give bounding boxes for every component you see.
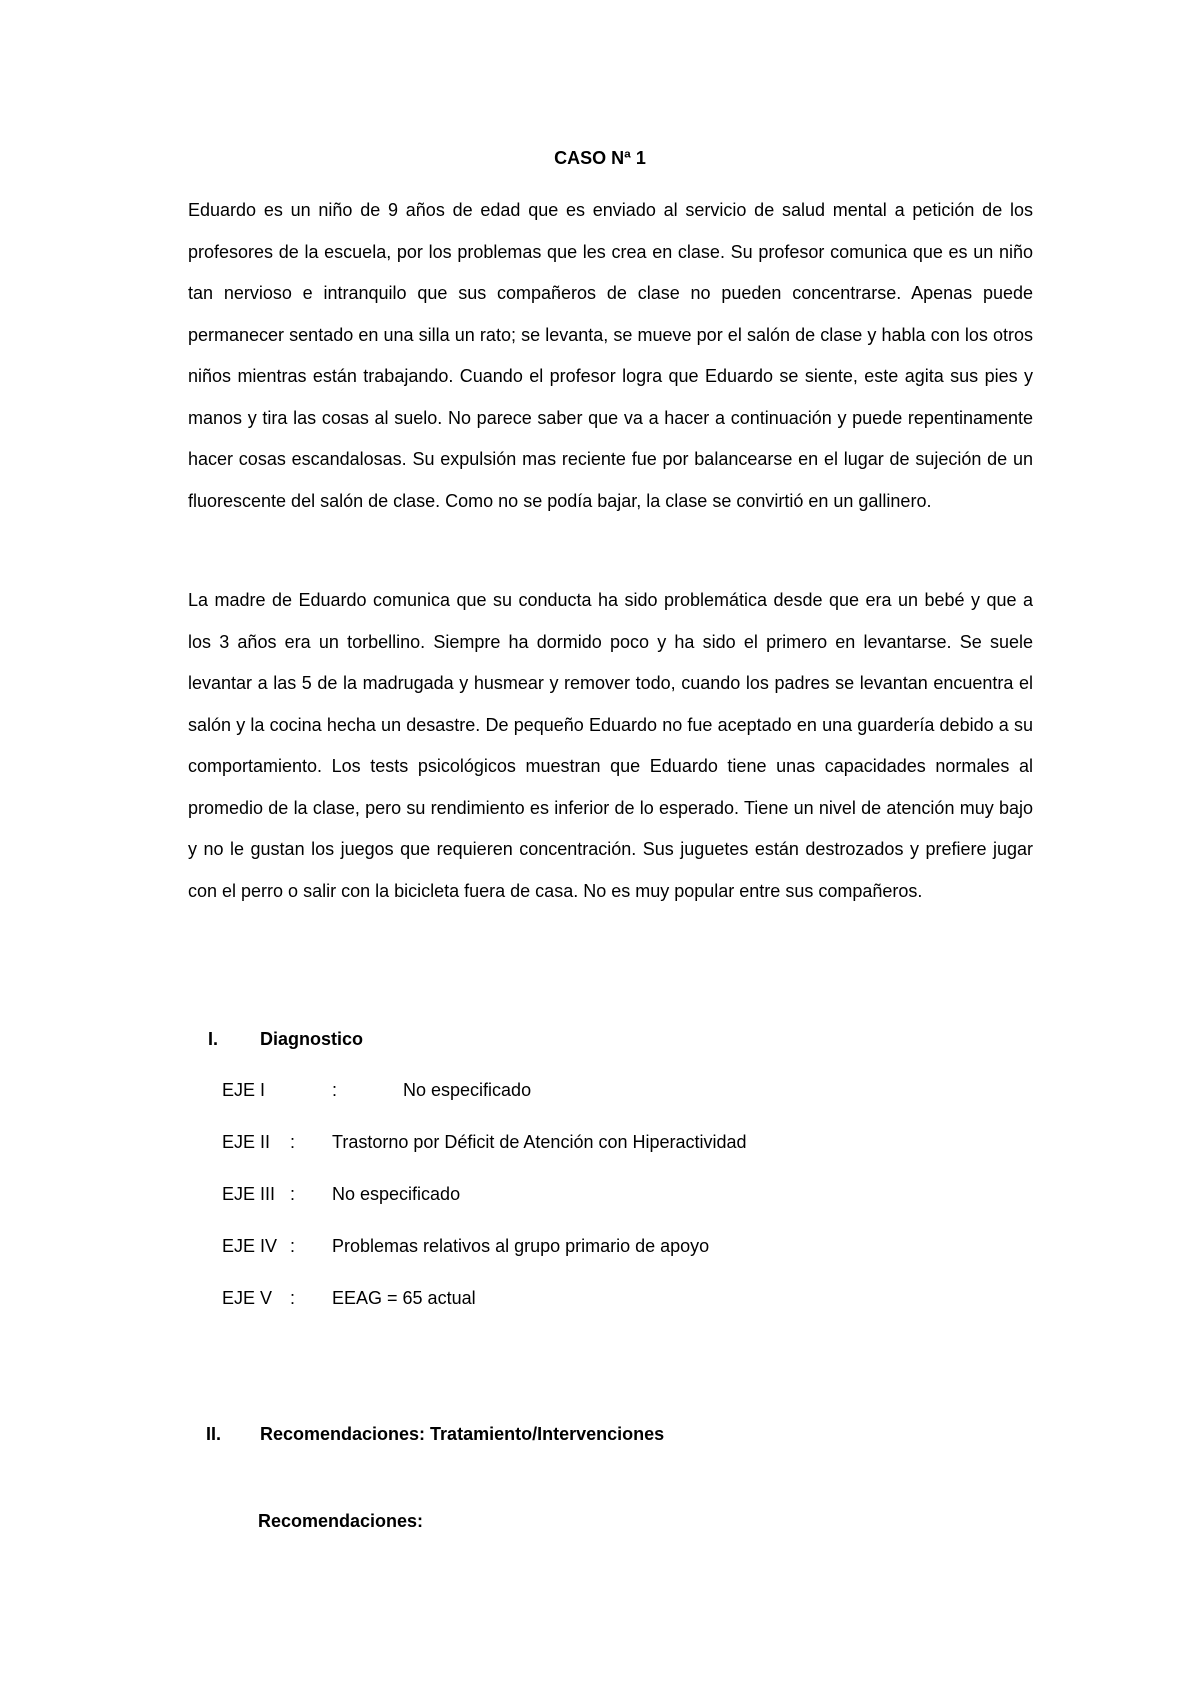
- section-2-number: II.: [206, 1424, 222, 1444]
- axis-row-2: [0, 1131, 1200, 1155]
- axis-row-1: [0, 1079, 1200, 1103]
- axis-colon: :: [290, 1288, 296, 1308]
- case-paragraph-2: La madre de Eduardo comunica que su conducta ha sido problemática desde que era un bebé y que a los 3 años era un torbellino. Siempre ha dormido poco y ha sido el primero en levantarse. Se suele levantar a las 5 de la madrugada y husmear y remover todo, cuando los padres se levantan encuentra el salón y la cocina hecha un desastre. De pequeño Eduardo no fue aceptado en una guardería debido a su comportamiento. Los tests psicológicos muestran que Eduardo tiene unas capacidades normales al promedio de la clase, pero su rendimiento es inferior de lo esperado. Tiene un nivel de atención muy bajo y no le gustan los juegos que requieren concentración. Sus juguetes están destrozados y prefiere jugar con el perro o salir con la bicicleta fuera de casa. No es muy popular entre sus compañeros.: [188, 590, 1033, 901]
- section-1-number: I.: [208, 1029, 219, 1049]
- axis-colon: :: [332, 1080, 338, 1100]
- axis-colon: :: [290, 1184, 296, 1204]
- axis-row-3: [0, 1183, 1200, 1207]
- axis-colon: :: [290, 1236, 296, 1256]
- axis-label: EJE I: [222, 1080, 266, 1100]
- axis-colon: :: [290, 1132, 296, 1152]
- axis-label: EJE III: [222, 1184, 276, 1204]
- axis-label: EJE IV: [222, 1236, 278, 1256]
- section-1-heading: Diagnostico: [260, 1029, 364, 1049]
- section-2-heading: Recomendaciones: Tratamiento/Intervenciones: [260, 1424, 665, 1444]
- axis-value: No especificado: [403, 1080, 532, 1100]
- case-title: CASO Nª 1: [554, 148, 646, 168]
- axis-value: Trastorno por Déficit de Atención con Hiperactividad: [332, 1132, 747, 1152]
- axis-label: EJE V: [222, 1288, 273, 1308]
- axis-row-5: [0, 1287, 1200, 1311]
- axis-value: No especificado: [332, 1184, 461, 1204]
- axis-label: EJE II: [222, 1132, 271, 1152]
- axis-value: Problemas relativos al grupo primario de apoyo: [332, 1236, 710, 1256]
- axis-row-4: [0, 1235, 1200, 1259]
- axis-value: EEAG = 65 actual: [332, 1288, 476, 1308]
- recommendations-subheading: Recomendaciones:: [258, 1511, 424, 1531]
- case-paragraph-1: Eduardo es un niño de 9 años de edad que es enviado al servicio de salud mental a petición de los profesores de la escuela, por los problemas que les crea en clase. Su profesor comunica que es un niño tan nervioso e intranquilo que sus compañeros de clase no pueden concentrarse. Apenas puede permanecer sentado en una silla un rato; se levanta, se mueve por el salón de clase y habla con los otros niños mientras están trabajando. Cuando el profesor logra que Eduardo se siente, este agita sus pies y manos y tira las cosas al suelo. No parece saber que va a hacer a continuación y puede repentinamente hacer cosas escandalosas. Su expulsión mas reciente fue por balancearse en el lugar de sujeción de un fluorescente del salón de clase. Como no se podía bajar, la clase se convirtió en un gallinero.: [188, 200, 1033, 511]
